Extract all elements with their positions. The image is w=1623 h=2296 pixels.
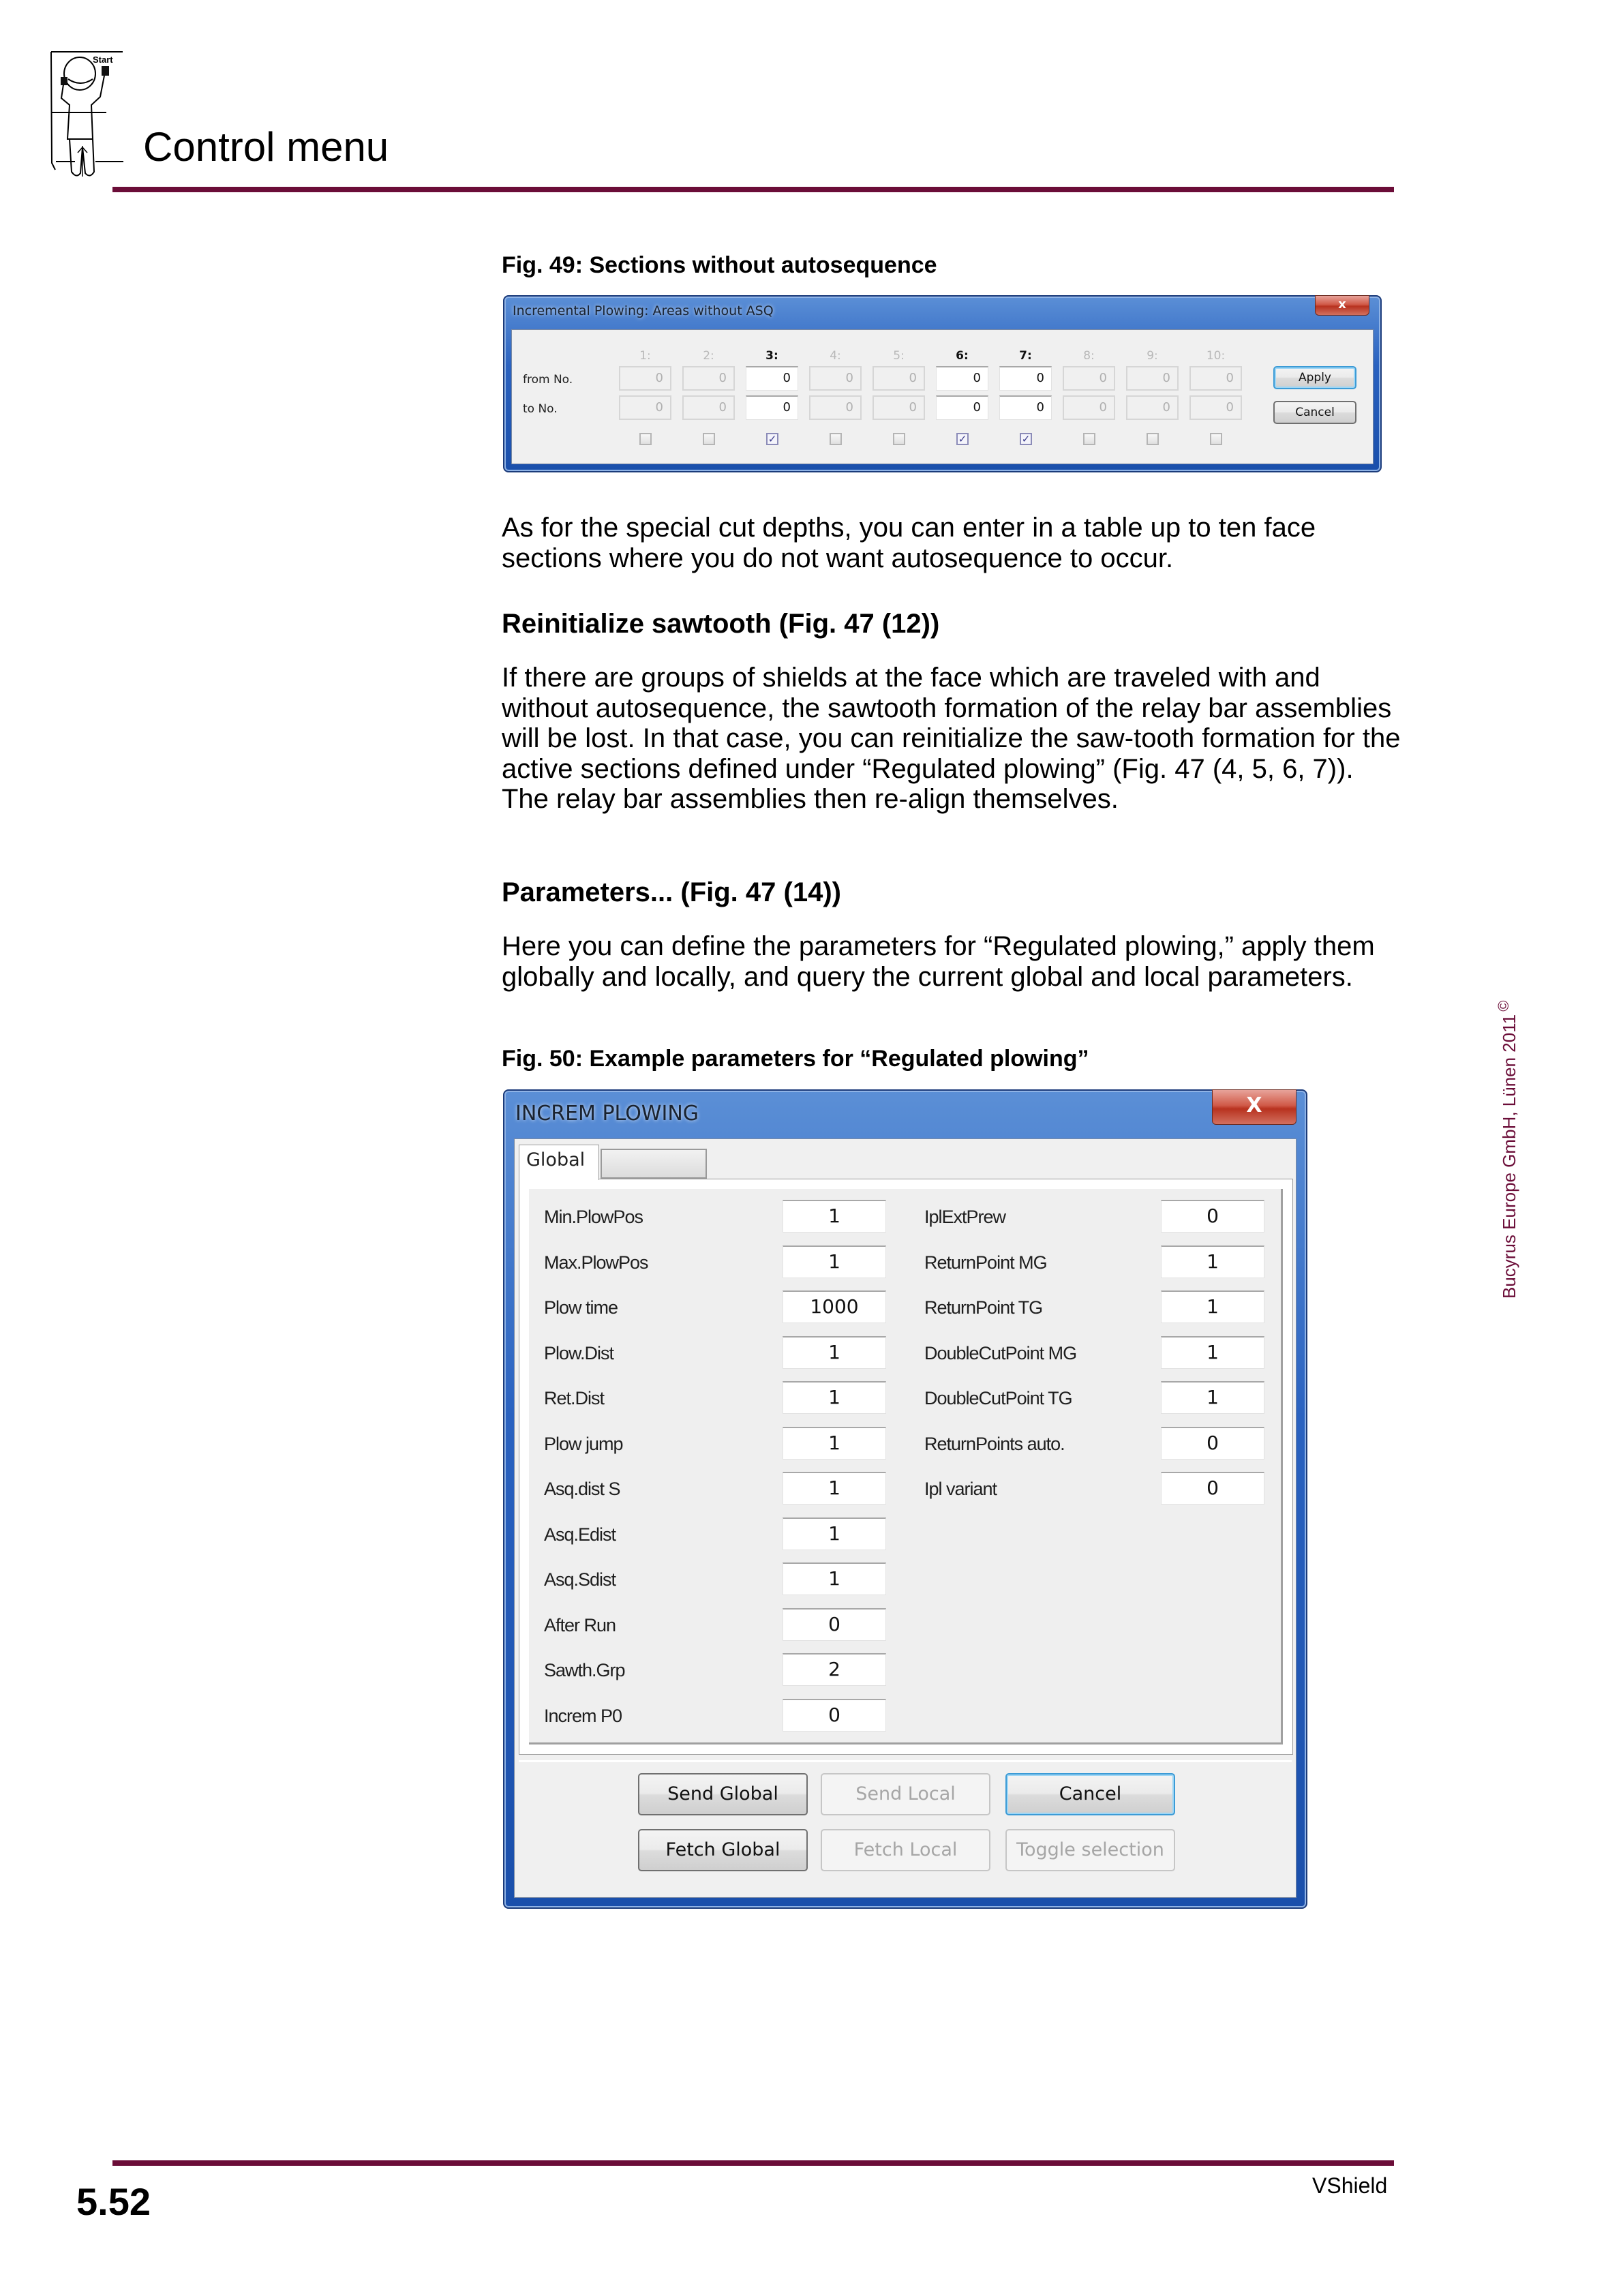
- tab-label: Global: [526, 1149, 586, 1170]
- parameter-label: IplExtPrew: [924, 1207, 1006, 1227]
- section-column-label: 4:: [830, 349, 841, 363]
- parameters-heading: Parameters... (Fig. 47 (14)): [502, 877, 841, 907]
- reinitialize-sawtooth-paragraph: If there are groups of shields at the face which are traveled with and without autosequence, the sawtooth formation of the relay bar assemblies will be lost. In that case, you can reinitialize the saw-tooth formation for the active sections defined under “Regulated plowing” (Fig. 47 (4, 5, 6, 7)). The relay bar assemblies then re-align themselves.: [502, 663, 1401, 814]
- from-no-field[interactable]: 0: [999, 366, 1052, 391]
- parameter-value-field[interactable]: 1000: [783, 1290, 886, 1323]
- from-no-field[interactable]: 0: [873, 366, 925, 391]
- parameter-label: Max.PlowPos: [544, 1252, 648, 1273]
- parameter-value-field[interactable]: 0: [1161, 1472, 1264, 1505]
- to-no-field[interactable]: 0: [682, 395, 735, 420]
- svg-text:Start: Start: [93, 55, 113, 65]
- parameter-value-field[interactable]: 1: [783, 1562, 886, 1595]
- header-rule: [112, 187, 1394, 192]
- close-button[interactable]: [1315, 295, 1369, 316]
- page-number: 5.52: [76, 2180, 151, 2223]
- section-checkbox[interactable]: [1210, 433, 1222, 445]
- to-no-field[interactable]: 0: [873, 395, 925, 420]
- section-checkbox[interactable]: [893, 433, 905, 445]
- parameter-value-field[interactable]: 1: [783, 1200, 886, 1233]
- checkmark-icon: ✓: [768, 433, 777, 445]
- parameter-label: Asq.Sdist: [544, 1569, 616, 1590]
- section-checkbox[interactable]: [1083, 433, 1095, 445]
- section-checkbox[interactable]: [1020, 433, 1032, 445]
- copyright-text: Bucyrus Europe GmbH, Lünen 2011: [1499, 1014, 1519, 1299]
- fetch-local-button[interactable]: Fetch Local: [821, 1829, 990, 1871]
- to-no-field[interactable]: 0: [1126, 395, 1179, 420]
- global-tab-panel: [519, 1179, 1293, 1755]
- parameter-value-field[interactable]: 1: [1161, 1290, 1264, 1323]
- intro-paragraph: As for the special cut depths, you can enter in a table up to ten face sections where you do not want autosequence to occur.: [502, 513, 1316, 573]
- parameter-value-field[interactable]: 0: [783, 1608, 886, 1641]
- copyright-notice: [1496, 1001, 1518, 1299]
- close-icon: x: [1338, 297, 1346, 312]
- parameter-value-field[interactable]: 1: [783, 1472, 886, 1505]
- apply-button[interactable]: Apply: [1273, 366, 1356, 389]
- to-no-field[interactable]: 0: [936, 395, 988, 420]
- close-button[interactable]: [1212, 1089, 1296, 1125]
- fig49-caption: Fig. 49: Sections without autosequence: [502, 252, 937, 278]
- parameter-value-field[interactable]: 0: [1161, 1427, 1264, 1460]
- parameter-label: Sawth.Grp: [544, 1660, 625, 1680]
- parameter-label: DoubleCutPoint TG: [924, 1388, 1072, 1408]
- parameter-label: ReturnPoints auto.: [924, 1433, 1065, 1454]
- dialog-client-area: [514, 1138, 1296, 1898]
- section-column-label: 8:: [1083, 349, 1095, 363]
- to-no-label: to No.: [523, 402, 558, 416]
- section-checkbox[interactable]: [703, 433, 715, 445]
- section-column-label: 2:: [703, 349, 714, 363]
- parameter-label: Increm P0: [544, 1705, 622, 1726]
- parameters-group: [529, 1189, 1283, 1744]
- dialog-client-area: [511, 329, 1374, 464]
- send-global-button[interactable]: Send Global: [638, 1773, 808, 1815]
- section-checkbox[interactable]: [1147, 433, 1159, 445]
- parameter-value-field[interactable]: 1: [783, 1427, 886, 1460]
- start-operator-logo-icon: [49, 50, 134, 181]
- parameter-value-field[interactable]: 0: [783, 1699, 886, 1732]
- parameter-value-field[interactable]: 1: [783, 1336, 886, 1369]
- cancel-button[interactable]: Cancel: [1005, 1773, 1175, 1815]
- parameter-label: DoubleCutPoint MG: [924, 1342, 1077, 1363]
- parameter-label: ReturnPoint TG: [924, 1297, 1043, 1318]
- product-name: VShield: [1312, 2173, 1388, 2198]
- from-no-field[interactable]: 0: [682, 366, 735, 391]
- parameter-value-field[interactable]: 1: [1161, 1381, 1264, 1414]
- from-no-field[interactable]: 0: [809, 366, 862, 391]
- separator: [519, 1760, 1292, 1762]
- to-no-field[interactable]: 0: [619, 395, 671, 420]
- from-no-field[interactable]: 0: [1126, 366, 1179, 391]
- parameter-label: Asq.Edist: [544, 1524, 616, 1545]
- to-no-field[interactable]: 0: [1063, 395, 1115, 420]
- fetch-global-button[interactable]: Fetch Global: [638, 1829, 808, 1871]
- section-checkbox[interactable]: [639, 433, 652, 445]
- parameter-label: Min.PlowPos: [544, 1207, 643, 1227]
- section-column-label: 1:: [639, 349, 651, 363]
- reinitialize-sawtooth-heading: Reinitialize sawtooth (Fig. 47 (12)): [502, 609, 940, 639]
- parameter-label: Plow time: [544, 1297, 618, 1318]
- close-icon: X: [1246, 1093, 1262, 1117]
- fig50-caption: Fig. 50: Example parameters for “Regulated plowing”: [502, 1046, 1089, 1072]
- parameter-value-field[interactable]: 1: [1161, 1336, 1264, 1369]
- from-no-field[interactable]: 0: [936, 366, 988, 391]
- send-local-button[interactable]: Send Local: [821, 1773, 990, 1815]
- from-no-field[interactable]: 0: [1063, 366, 1115, 391]
- tab-global[interactable]: [519, 1145, 599, 1180]
- parameter-label: ReturnPoint MG: [924, 1252, 1047, 1273]
- to-no-field[interactable]: 0: [746, 395, 798, 420]
- section-column-label: 10:: [1206, 349, 1226, 363]
- increm-plowing-dialog: [503, 1089, 1307, 1909]
- tab-local[interactable]: [601, 1149, 707, 1179]
- parameter-label: Asq.dist S: [544, 1479, 620, 1499]
- areas-without-asq-dialog: [503, 295, 1382, 472]
- from-no-field[interactable]: 0: [619, 366, 671, 391]
- copyright-icon: ©: [1495, 1000, 1512, 1012]
- section-column-label: 5:: [893, 349, 905, 363]
- to-no-field[interactable]: 0: [809, 395, 862, 420]
- parameter-value-field[interactable]: 1: [783, 1381, 886, 1414]
- parameter-value-field[interactable]: 0: [1161, 1200, 1264, 1233]
- checkmark-icon: ✓: [1021, 433, 1031, 445]
- parameter-label: Plow.Dist: [544, 1342, 614, 1363]
- parameter-label: After Run: [544, 1614, 616, 1635]
- parameter-label: Ipl variant: [924, 1479, 997, 1499]
- to-no-field[interactable]: 0: [1189, 395, 1242, 420]
- footer-rule: [112, 2160, 1394, 2166]
- dialog-title: INCREM PLOWING: [515, 1102, 699, 1126]
- section-checkbox[interactable]: [766, 433, 778, 445]
- section-checkbox[interactable]: [956, 433, 969, 445]
- to-no-field[interactable]: 0: [999, 395, 1052, 420]
- from-no-field[interactable]: 0: [746, 366, 798, 391]
- parameter-value-field[interactable]: 1: [783, 1517, 886, 1550]
- section-column-label: 6:: [956, 349, 969, 363]
- parameter-label: Plow jump: [544, 1433, 623, 1454]
- parameters-paragraph: Here you can define the parameters for “Regulated plowing,” apply them globally and locally, and query the current global and local parameters.: [502, 931, 1375, 992]
- parameter-value-field[interactable]: 1: [1161, 1245, 1264, 1278]
- section-column-label: 7:: [1019, 349, 1032, 363]
- toggle-selection-button[interactable]: Toggle selection: [1005, 1829, 1175, 1871]
- from-no-label: from No.: [523, 373, 573, 387]
- section-checkbox[interactable]: [830, 433, 842, 445]
- dialog-title: Incremental Plowing: Areas without ASQ: [513, 303, 774, 318]
- from-no-field[interactable]: 0: [1189, 366, 1242, 391]
- parameter-value-field[interactable]: 1: [783, 1245, 886, 1278]
- page-title: Control menu: [143, 124, 389, 170]
- section-column-label: 3:: [765, 349, 778, 363]
- parameter-label: Ret.Dist: [544, 1388, 605, 1408]
- checkmark-icon: ✓: [958, 433, 967, 445]
- parameter-value-field[interactable]: 2: [783, 1653, 886, 1686]
- cancel-button[interactable]: Cancel: [1273, 401, 1356, 424]
- section-column-label: 9:: [1147, 349, 1158, 363]
